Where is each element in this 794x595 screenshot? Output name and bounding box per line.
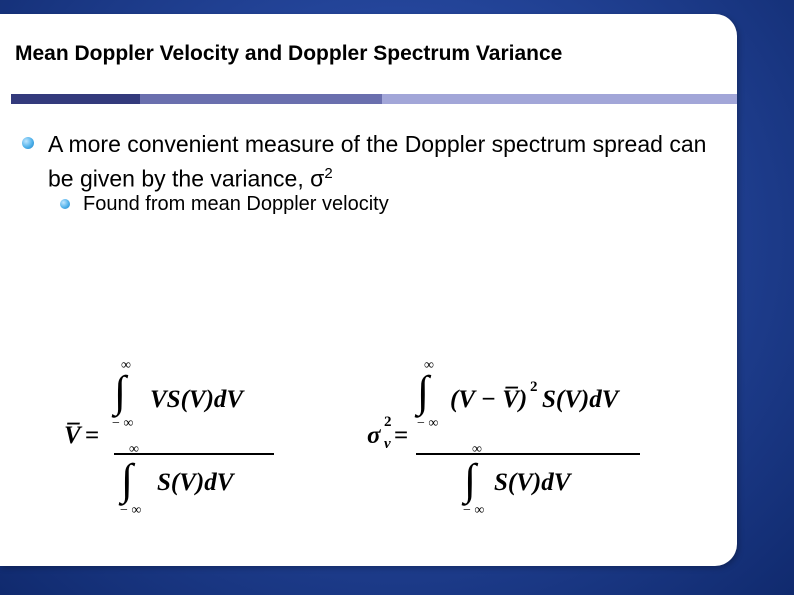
- formula-right-denominator: S(V)dV: [494, 469, 571, 496]
- formula-right-equals: =: [394, 422, 409, 449]
- variance-superscript: 2: [324, 165, 333, 182]
- formula-left-equals: =: [85, 422, 100, 449]
- bullet-icon: [22, 137, 34, 149]
- formula-left-den-integral: ∫: [121, 455, 134, 504]
- formula-left-lhs: V̅: [64, 422, 81, 449]
- formula-right-lhs: σ: [367, 422, 381, 449]
- formula-left-denominator: S(V)dV: [157, 469, 234, 496]
- slide-title: Mean Doppler Velocity and Doppler Spectrum Variance: [15, 42, 563, 65]
- formula-right-numerator-tail: S(V)dV: [542, 386, 619, 413]
- formula-left-num-upper-limit: ∞: [121, 358, 131, 373]
- formula-left-numerator: VS(V)dV: [150, 386, 244, 413]
- formula-right-fraction-line: [416, 453, 640, 455]
- sub-bullet-text: Found from mean Doppler velocity: [83, 193, 389, 215]
- formula-right-den-integral: ∫: [464, 455, 477, 504]
- bullet-text-variance-body: A more convenient measure of the Doppler spectrum spread can be given by the variance, σ: [48, 131, 707, 192]
- formula-left-den-lower-limit: − ∞: [120, 503, 142, 518]
- formula-right-num-upper-limit: ∞: [424, 358, 434, 373]
- formula-right-numerator-term: (V − V̅): [450, 386, 528, 413]
- formula-left-den-upper-limit: ∞: [129, 442, 139, 457]
- formula-right-num-lower-limit: − ∞: [417, 416, 439, 431]
- formula-left-num-integral: ∫: [114, 367, 127, 416]
- title-rule-light: [382, 94, 737, 104]
- bullet-text-variance: [48, 129, 708, 194]
- formula-left-num-lower-limit: − ∞: [112, 416, 134, 431]
- formula-right-den-lower-limit: − ∞: [463, 503, 485, 518]
- formula-right-lhs-subscript: v: [384, 436, 391, 452]
- formula-right-lhs-superscript: 2: [384, 414, 392, 430]
- title-rule-mid: [140, 94, 382, 104]
- formula-right-num-integral: ∫: [417, 367, 430, 416]
- formula-right-numerator-superscript: 2: [530, 379, 538, 395]
- formula-right-den-upper-limit: ∞: [472, 442, 482, 457]
- slide-panel: [0, 14, 737, 566]
- sub-bullet-icon: [60, 199, 70, 209]
- title-rule-dark: [11, 94, 140, 104]
